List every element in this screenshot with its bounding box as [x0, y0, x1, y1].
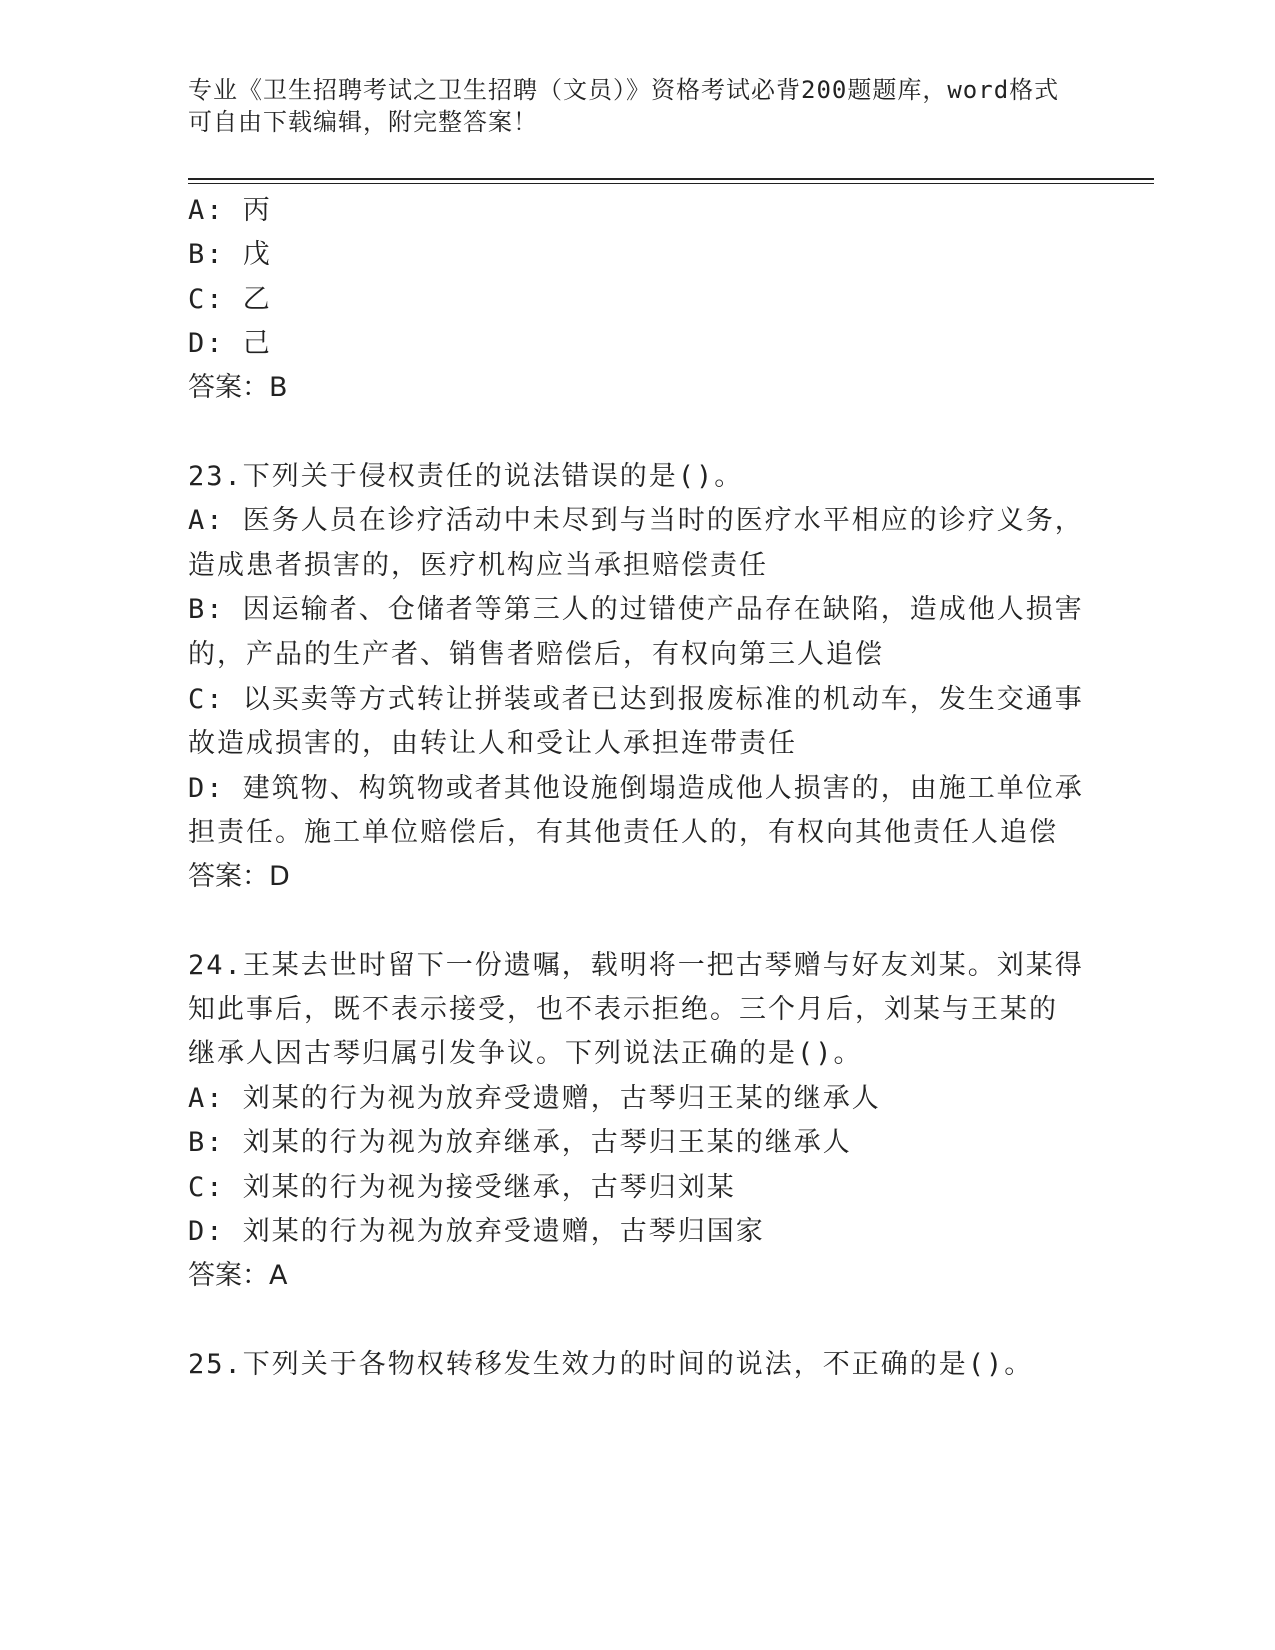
q23-option-line-4: 的，产品的生产者、销售者赔偿后，有权向第三人追偿 — [188, 639, 884, 670]
q22-option-c: C: 乙 — [188, 284, 272, 315]
header-line-2: 可自由下载编辑，附完整答案！ — [188, 108, 538, 136]
q22-answer: 答案：B — [188, 372, 288, 403]
header-divider-thick — [188, 178, 1154, 180]
q24-answer: 答案：A — [188, 1260, 288, 1291]
q24-option-b: B: 刘某的行为视为放弃继承，古琴归王某的继承人 — [188, 1127, 852, 1158]
q24-option-d: D: 刘某的行为视为放弃受遗赠，古琴归国家 — [188, 1216, 765, 1247]
q23-option-line-7: D: 建筑物、构筑物或者其他设施倒塌造成他人损害的，由施工单位承 — [188, 773, 1084, 804]
q22-option-b: B: 戊 — [188, 239, 272, 270]
q24-stem-line-1: 24.王某去世时留下一份遗嘱，载明将一把古琴赠与好友刘某。刘某得 — [188, 950, 1084, 981]
header-divider-thin — [188, 183, 1154, 184]
header-line-1: 专业《卫生招聘考试之卫生招聘（文员）》资格考试必背200题题库，word格式 — [188, 76, 1060, 104]
q24-stem-line-3: 继承人因古琴归属引发争议。下列说法正确的是()。 — [188, 1038, 863, 1069]
q23-stem-line-1: 23.下列关于侵权责任的说法错误的是()。 — [188, 461, 744, 492]
q24-option-c: C: 刘某的行为视为接受继承，古琴归刘某 — [188, 1172, 736, 1203]
q24-stem-line-2: 知此事后，既不表示接受，也不表示拒绝。三个月后，刘某与王某的 — [188, 994, 1058, 1025]
q23-option-line-8: 担责任。施工单位赔偿后，有其他责任人的，有权向其他责任人追偿 — [188, 817, 1058, 848]
q25-stem-line-1: 25.下列关于各物权转移发生效力的时间的说法，不正确的是()。 — [188, 1349, 1034, 1380]
q24-option-a: A: 刘某的行为视为放弃受遗赠，古琴归王某的继承人 — [188, 1083, 881, 1114]
q23-option-line-1: A: 医务人员在诊疗活动中未尽到与当时的医疗水平相应的诊疗义务， — [188, 505, 1084, 536]
q23-answer: 答案：D — [188, 861, 290, 892]
q22-option-a: A: 丙 — [188, 195, 272, 226]
q23-option-line-3: B: 因运输者、仓储者等第三人的过错使产品存在缺陷，造成他人损害 — [188, 594, 1084, 625]
document-header — [188, 74, 1088, 138]
q23-option-line-6: 故造成损害的，由转让人和受让人承担连带责任 — [188, 728, 797, 759]
q23-option-line-2: 造成患者损害的，医疗机构应当承担赔偿责任 — [188, 550, 768, 581]
q23-option-line-5: C: 以买卖等方式转让拼装或者已达到报废标准的机动车，发生交通事 — [188, 684, 1084, 715]
q22-option-d: D: 己 — [188, 328, 272, 359]
